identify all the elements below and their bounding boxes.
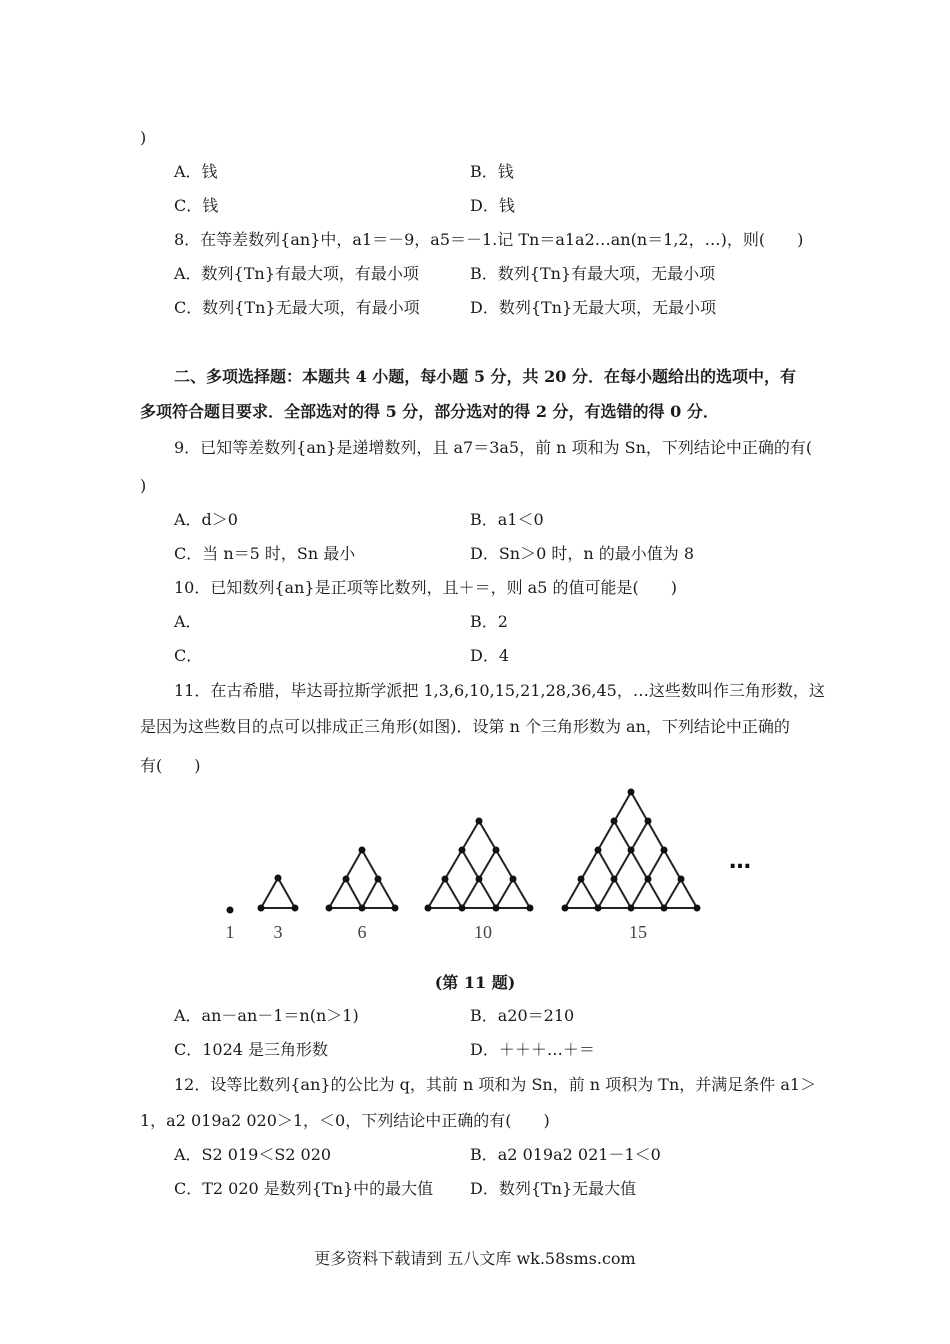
label-1: 1 [225, 922, 235, 942]
dot [459, 905, 466, 912]
dot [595, 905, 602, 912]
figure-ellipsis: … [729, 849, 751, 874]
triangle-6-outline [329, 850, 395, 908]
dot [292, 905, 299, 912]
dot [527, 905, 534, 912]
q12-option-d: D．数列{Tn}无最大值 [470, 1179, 637, 1198]
dot [326, 905, 333, 912]
q10-stem: 10．已知数列{an}是正项等比数列，且＋＝，则 a5 的值可能是( ) [174, 578, 677, 597]
label-3: 3 [273, 922, 283, 942]
dot [493, 847, 500, 854]
dot [343, 876, 350, 883]
dot [392, 905, 399, 912]
q12-stem-line-1: 12．设等比数列{an}的公比为 q，其前 n 项和为 Sn，前 n 项积为 Tn，并满足条件 a1＞ [174, 1075, 817, 1094]
q8-option-d: D．数列{Tn}无最大项，无最小项 [470, 298, 717, 317]
q12-option-a: A．S2 019＜S2 020 [174, 1145, 332, 1164]
dot [661, 847, 668, 854]
q8-stem: 8．在等差数列{an}中，a1＝－9，a5＝－1.记 Tn＝a1a2…an(n＝1,2，…)，则( ) [174, 230, 804, 249]
q7-option-a: A．钱 [174, 162, 218, 181]
q9-option-d: D．Sn＞0 时，n 的最小值为 8 [470, 544, 695, 563]
dot [359, 847, 366, 854]
q8-option-a: A．数列{Tn}有最大项，有最小项 [174, 264, 419, 283]
dot [578, 876, 585, 883]
q11-stem-line-2: 是因为这些数目的点可以排成正三角形(如图)．设第 n 个三角形数为 an，下列结论中正确的 [140, 717, 790, 736]
dot [459, 847, 466, 854]
dot [611, 818, 618, 825]
dot [661, 905, 668, 912]
dot [425, 905, 432, 912]
q12-option-b: B．a2 019a2 021－1＜0 [470, 1145, 661, 1164]
dot [595, 847, 602, 854]
q10-option-b: B．2 [470, 612, 508, 631]
q11-stem-line-3: 有( ) [140, 756, 201, 775]
section-2-instructions: 多项符合题目要求．全部选对的得 5 分，部分选对的得 2 分，有选错的得 0 分． [140, 402, 719, 421]
figure-caption: (第 11 题) [434, 973, 516, 992]
q7-option-c: C．钱 [174, 196, 219, 215]
q11-option-c: C．1024 是三角形数 [174, 1040, 329, 1059]
dot [258, 905, 265, 912]
dot [611, 876, 618, 883]
dot [227, 907, 234, 914]
q9-option-a: A．d＞0 [174, 510, 238, 529]
q12-stem-line-2: 1，a2 019a2 020＞1，＜0，下列结论中正确的有( ) [140, 1111, 550, 1130]
q7-option-d: D．钱 [470, 196, 515, 215]
q7-option-b: B．钱 [470, 162, 514, 181]
triangle-10-outline [428, 821, 530, 908]
q9-stem-close: ) [140, 476, 147, 495]
dot [510, 876, 517, 883]
dot [476, 818, 483, 825]
q10-option-d: D．4 [470, 646, 510, 665]
q8-option-c: C．数列{Tn}无最大项，有最小项 [174, 298, 420, 317]
dot [678, 876, 685, 883]
dot [476, 876, 483, 883]
q11-option-d: D．＋＋＋…＋＝ [470, 1040, 595, 1059]
label-6: 6 [357, 922, 367, 942]
label-10: 10 [474, 922, 492, 942]
q10-option-a: A． [174, 612, 202, 631]
q12-option-c: C．T2 020 是数列{Tn}中的最大值 [174, 1179, 434, 1198]
q9-option-c: C．当 n＝5 时，Sn 最小 [174, 544, 356, 563]
footer-link[interactable]: 更多资料下载请到 五八文库 wk.58sms.com [314, 1249, 636, 1268]
dot [562, 905, 569, 912]
section-2-heading: 二、多项选择题：本题共 4 小题，每小题 5 分，共 20 分．在每小题给出的选项中，有 [174, 367, 796, 386]
q11-stem-line-1: 11．在古希腊，毕达哥拉斯学派把 1,3,6,10,15,21,28,36,45，…这些数叫作三角形数，这 [174, 681, 825, 700]
q10-option-c: C． [174, 646, 203, 665]
dot [442, 876, 449, 883]
dot [628, 789, 635, 796]
dot [628, 847, 635, 854]
q8-option-b: B．数列{Tn}有最大项，无最小项 [470, 264, 716, 283]
dot [275, 875, 282, 882]
label-15: 15 [629, 922, 647, 942]
dot [359, 905, 366, 912]
dot [628, 905, 635, 912]
dot [375, 876, 382, 883]
dot [645, 876, 652, 883]
q9-option-b: B．a1＜0 [470, 510, 544, 529]
dot [694, 905, 701, 912]
dot [493, 905, 500, 912]
dot [645, 818, 652, 825]
q9-stem: 9．已知等差数列{an}是递增数列，且 a7＝3a5，前 n 项和为 Sn，下列结论中正确的有( [174, 438, 813, 457]
q11-option-a: A．an－an－1＝n(n＞1) [174, 1006, 359, 1025]
triangle-numbers-figure [200, 780, 780, 950]
q11-option-b: B．a20＝210 [470, 1006, 575, 1025]
triangle-3-outline [261, 878, 295, 908]
q7-stem-close: ) [140, 128, 147, 147]
